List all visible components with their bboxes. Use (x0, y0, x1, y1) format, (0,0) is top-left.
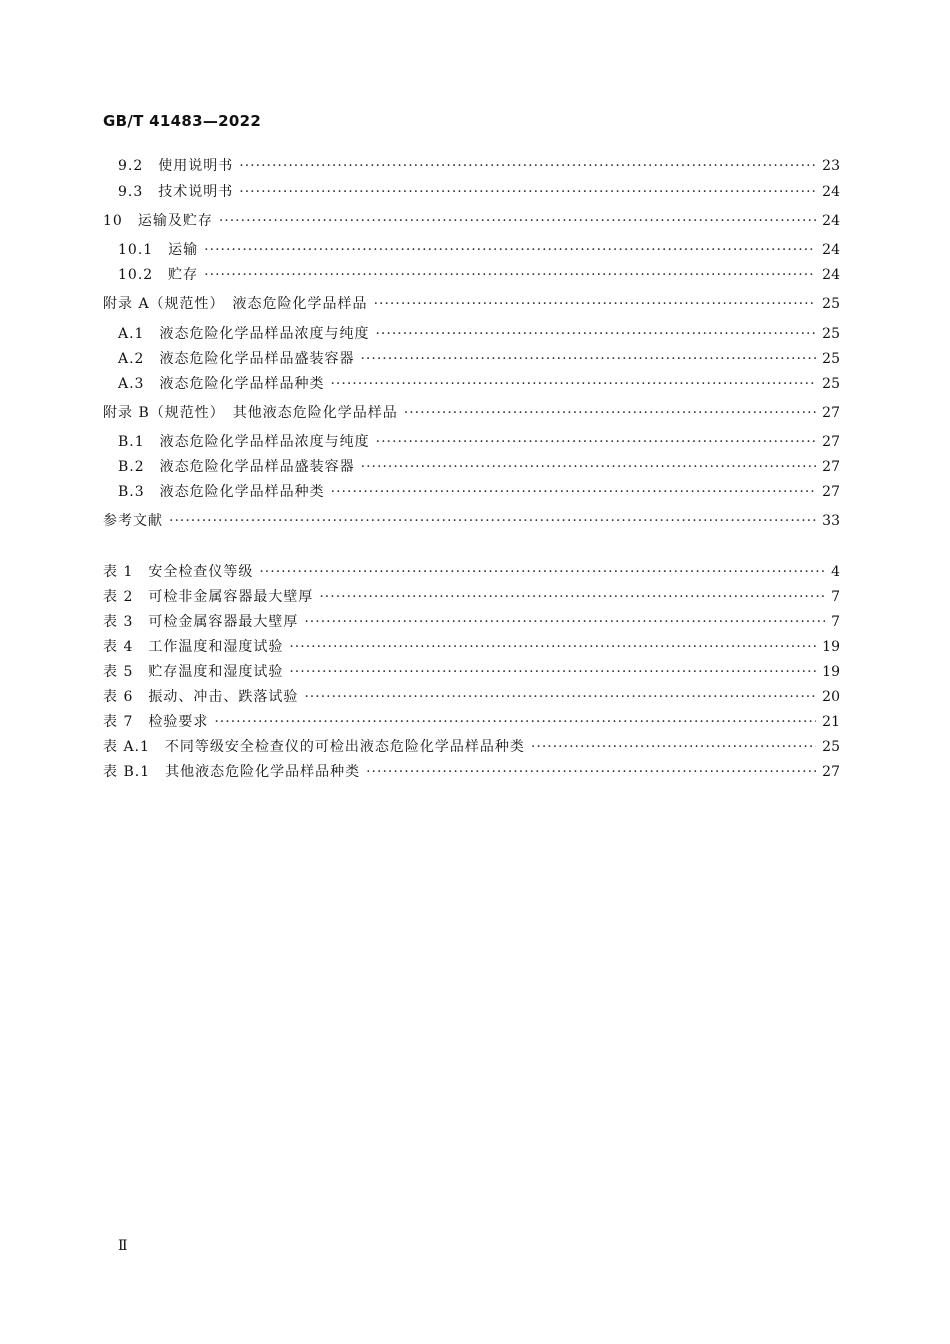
leader-dots (204, 265, 816, 285)
standard-code: GB/T 41483—2022 (103, 112, 262, 130)
table-entry-label: 表 7 检验要求 (103, 714, 209, 730)
table-entry[interactable] (103, 737, 840, 757)
table-entry-label: 表 6 振动、冲击、跌落试验 (103, 689, 299, 705)
table-entry[interactable] (103, 562, 840, 582)
leader-dots (239, 156, 816, 176)
table-entry-page: 19 (822, 639, 840, 655)
toc-entry-page: 24 (822, 213, 840, 229)
leader-dots (319, 587, 825, 607)
table-entry-page: 25 (822, 739, 840, 755)
toc-entry-label: 9.3 技术说明书 (118, 184, 234, 200)
leader-dots (404, 403, 816, 423)
leader-dots (376, 432, 817, 452)
toc-entry-label: B.2 液态危险化学品样品盛装容器 (118, 459, 355, 475)
toc-entry[interactable] (103, 511, 840, 531)
toc-entry-label: 参考文献 (103, 513, 163, 529)
leader-dots (289, 662, 816, 682)
table-entry[interactable] (103, 612, 840, 632)
toc-entry-page: 27 (822, 434, 840, 450)
table-entry-page: 27 (822, 764, 840, 780)
toc-entry-label: B.3 液态危险化学品样品种类 (118, 484, 325, 500)
toc-entry[interactable] (103, 294, 840, 314)
table-entry-page: 19 (822, 664, 840, 680)
toc-entry-page: 27 (822, 405, 840, 421)
toc-entry-page: 24 (822, 184, 840, 200)
table-entry[interactable] (103, 687, 840, 707)
toc-entry-label: 附录 A（规范性） 液态危险化学品样品 (103, 296, 368, 312)
toc-entry-page: 25 (822, 296, 840, 312)
leader-dots (366, 762, 816, 782)
table-entry[interactable] (103, 712, 840, 732)
leader-dots (304, 612, 825, 632)
toc-entry-label: A.2 液态危险化学品样品盛装容器 (118, 351, 355, 367)
table-entry-label: 表 1 安全检查仪等级 (103, 564, 254, 580)
toc-entry-page: 25 (822, 326, 840, 342)
toc-entry[interactable] (118, 374, 840, 394)
page-number: Ⅱ (118, 1238, 128, 1254)
toc-entry[interactable] (118, 240, 840, 260)
table-entry-label: 表 5 贮存温度和湿度试验 (103, 664, 284, 680)
leader-dots (289, 637, 816, 657)
table-entry-page: 7 (831, 614, 840, 630)
toc-entry-label: 附录 B（规范性） 其他液态危险化学品样品 (103, 405, 398, 421)
toc-entry-page: 25 (822, 351, 840, 367)
table-entry-label: 表 4 工作温度和湿度试验 (103, 639, 284, 655)
leader-dots (259, 562, 825, 582)
leader-dots (214, 712, 816, 732)
toc-entry[interactable] (118, 182, 840, 202)
table-entry-label: 表 3 可检金属容器最大壁厚 (103, 614, 299, 630)
leader-dots (330, 374, 816, 394)
toc-entry-label: 10 运输及贮存 (103, 213, 213, 229)
toc-entry-label: 10.1 运输 (118, 242, 199, 258)
table-entry-label: 表 B.1 其他液态危险化学品样品种类 (103, 764, 361, 780)
table-entry[interactable] (103, 662, 840, 682)
toc-entry-label: 9.2 使用说明书 (118, 158, 234, 174)
table-entry-label: 表 2 可检非金属容器最大壁厚 (103, 589, 314, 605)
toc-entry-page: 25 (822, 376, 840, 392)
toc-entry-page: 24 (822, 242, 840, 258)
leader-dots (331, 482, 817, 502)
table-entry-page: 7 (831, 589, 840, 605)
table-entry[interactable] (103, 587, 840, 607)
leader-dots (239, 182, 816, 202)
toc-entry-label: A.1 液态危险化学品样品浓度与纯度 (118, 326, 370, 342)
toc-entry[interactable] (118, 156, 840, 176)
leader-dots (204, 240, 816, 260)
leader-dots (169, 511, 816, 531)
toc-entry-page: 27 (822, 484, 840, 500)
toc-entry-page: 33 (822, 513, 840, 529)
toc-entry[interactable] (118, 482, 840, 502)
toc-entry-page: 24 (822, 267, 840, 283)
toc-entry[interactable] (118, 432, 840, 452)
toc-entry[interactable] (118, 349, 840, 369)
leader-dots (374, 294, 817, 314)
toc-entry[interactable] (118, 457, 840, 477)
table-entry-page: 20 (822, 689, 840, 705)
table-entry-page: 21 (822, 714, 840, 730)
toc-entry-label: B.1 液态危险化学品样品浓度与纯度 (118, 434, 370, 450)
table-entry-page: 4 (831, 564, 840, 580)
toc-entry[interactable] (118, 265, 840, 285)
leader-dots (304, 687, 816, 707)
toc-entry[interactable] (118, 324, 840, 344)
toc-entry[interactable] (103, 403, 840, 423)
leader-dots (531, 737, 816, 757)
leader-dots (361, 457, 817, 477)
leader-dots (360, 349, 816, 369)
table-entry[interactable] (103, 637, 840, 657)
leader-dots (375, 324, 816, 344)
leader-dots (219, 211, 816, 231)
toc-entry-label: 10.2 贮存 (118, 267, 199, 283)
toc-entry-page: 23 (822, 158, 840, 174)
toc-entry-page: 27 (822, 459, 840, 475)
table-entry[interactable] (103, 762, 840, 782)
toc-entry[interactable] (103, 211, 840, 231)
toc-entry-label: A.3 液态危险化学品样品种类 (118, 376, 325, 392)
table-entry-label: 表 A.1 不同等级安全检查仪的可检出液态危险化学品样品种类 (103, 739, 525, 755)
